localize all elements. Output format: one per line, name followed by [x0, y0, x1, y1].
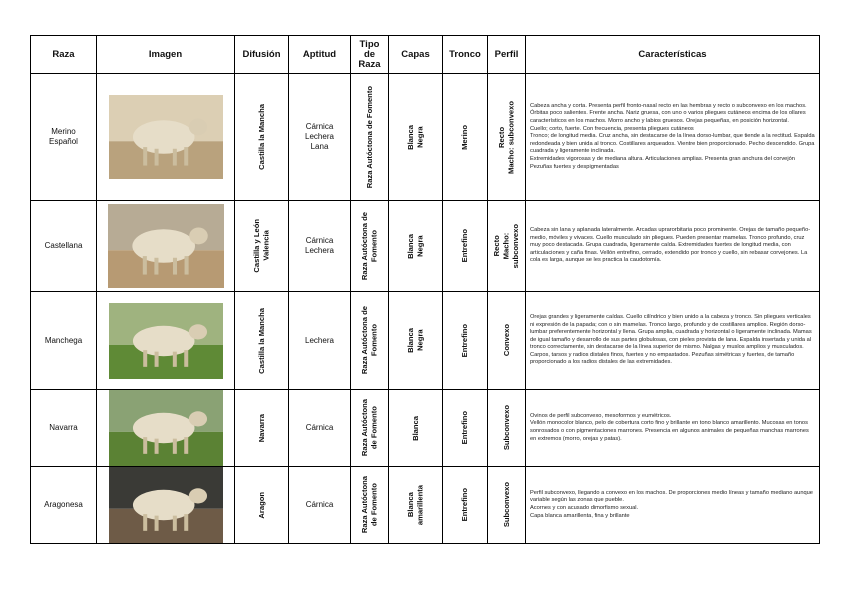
table-row — [31, 201, 820, 292]
capas-line: Blanca — [410, 415, 420, 441]
table-row — [31, 292, 820, 390]
difusion-cell — [235, 292, 289, 390]
header-raza: Raza — [31, 36, 97, 74]
breed-name-line: Manchega — [44, 335, 83, 345]
tipo-line: Fomento — [369, 324, 379, 357]
caracteristicas-cell — [526, 390, 820, 467]
aptitud-line: Cárnica — [305, 500, 334, 509]
difusion-line: Valencia — [261, 230, 271, 262]
caracteristica-paragraph: Cuello; corto, fuerte. Con frecuencia, presenta pliegues cutáneos — [530, 125, 694, 132]
tronco-cell — [443, 467, 488, 544]
table-row — [31, 467, 820, 544]
breed-photo — [97, 292, 235, 390]
perfil-cell — [488, 292, 526, 390]
aptitud-line: Cárnica — [305, 122, 334, 131]
sheep-photo — [108, 204, 224, 288]
breed-name-line: Aragonesa — [44, 500, 83, 509]
tronco-cell — [443, 390, 488, 467]
tipo-cell — [351, 467, 389, 544]
difusion-line: Navarra — [256, 413, 266, 443]
capas-line: Blanca — [406, 124, 415, 150]
tipo-line: Raza Autóctona — [360, 399, 369, 457]
tipo-cell — [351, 201, 389, 292]
caracteristicas-cell — [526, 292, 820, 390]
tronco-cell — [443, 292, 488, 390]
difusion-line: Aragon — [256, 491, 266, 519]
capas-cell — [389, 292, 443, 390]
tipo-cell — [351, 292, 389, 390]
tipo-line: de Fomento — [369, 406, 379, 450]
aptitud-cell — [289, 390, 351, 467]
caracteristica-paragraph: Cabeza ancha y corta. Presenta perfil fronto-nasal recto en las hembras y recto o subconvexo en los machos. Órbitas poco salientes. Frente ancha. Nariz gruesa, con uno o varios pliegues cutáneos encima de los ollares característicos en los machos. Morro ancho y labios gruesos. Orejas pequeñas, en posición horizontal. — [530, 102, 807, 125]
header-imagen: Imagen — [97, 36, 235, 74]
breed-photo — [97, 201, 235, 292]
caracteristica-paragraph: Ovinos de perfil subconvexo, mesoformos y eumétricos. — [530, 412, 672, 419]
header-row — [31, 36, 820, 74]
aptitud-line: Cárnica — [305, 423, 334, 432]
perfil-line: Macho: — [501, 232, 511, 260]
tronco-line: Entrefino — [460, 323, 470, 358]
tipo-line: Raza Autóctona de — [360, 211, 369, 281]
perfil-line: subconvexo — [511, 223, 521, 269]
capas-line: Negra — [415, 126, 425, 148]
breed-name-line: Castellana — [44, 241, 83, 250]
perfil-cell — [488, 467, 526, 544]
perfil-line: Macho: subconvexo — [506, 100, 516, 174]
header-tipo: Tipo de Raza — [351, 36, 389, 74]
caracteristica-paragraph: Capa blanca amarillenta, fina y brillante — [530, 512, 630, 519]
caracteristica-paragraph: Vellón monocolor blanco, pelo de cobertura corto fino y brillante en tono blanco amarillento. Mucosas en tonos sonrosados o con pigmentaciones marrones. Presencia en algunos animales de pequeñas manchas marrones en extremos (morro, orejas y patas). — [530, 420, 809, 442]
breed-photo — [97, 74, 235, 201]
caracteristicas-cell — [526, 74, 820, 201]
capas-cell — [389, 467, 443, 544]
breed-name — [31, 467, 97, 544]
tipo-line: Raza Autóctona — [360, 476, 369, 534]
tronco-line: Entrefino — [460, 411, 470, 445]
header-difusion: Difusión — [235, 36, 289, 74]
difusion-cell — [235, 467, 289, 544]
breed-name-line: Español — [49, 137, 78, 146]
tronco-cell — [443, 201, 488, 292]
breed-name — [31, 292, 97, 390]
perfil-cell — [488, 390, 526, 467]
tipo-line: de Fomento — [369, 483, 379, 527]
aptitud-cell — [289, 74, 351, 201]
perfil-line: Recto — [492, 235, 502, 257]
tronco-cell — [443, 74, 488, 201]
breed-photo — [97, 467, 235, 544]
perfil-line: Convexo — [501, 324, 511, 357]
caracteristica-paragraph: Orejas grandes y ligeramente caídas. Cuello cilíndrico y bien unido a la cabeza y tronco. Sin pliegues verticales ni expresión de la papada; con o sin mamelas. Tronco largo, profundo y de costillares amplios. Región dorso-lumbar preferentemente horizontal y llena. Grupa amplia, cuadrada y horizontal o ligeramente inclinada. Mamas de igual tamaño y desarrollo de sus partes globulosas, con pieles provista de lana. Espalda insertada y unida al tronco correctamente, sin destacarse de la línea superior de mismo. Nalgas y muslos amplios y musculados. Carpos, tarsos y radios distales finos, fuertes y no empastados. Pezuñas simétricas y fuertes, de tamaño proporcionado a los radios distales de las extremidades. — [530, 313, 812, 366]
breeds-table — [30, 35, 820, 544]
perfil-line: Subconvexo — [501, 405, 511, 451]
sheep-photo — [109, 303, 223, 379]
capas-line: Blanca — [406, 492, 415, 518]
difusion-line: Castilla la Mancha — [256, 104, 266, 170]
caracteristica-paragraph: Tronco; de longitud media. Cruz ancha, sin destacarse de la línea dorso-lumbar, que tiende a la rectitud. Espalda redondeada y bien unida al tronco. Costillares arqueados. Vientre bien proporcionado. Pecho descendido. Grupa cuadrada y ligeramente inclinada. — [530, 133, 815, 155]
capas-line: amarillenta — [415, 484, 425, 526]
sheep-photo — [109, 467, 223, 543]
capas-cell — [389, 74, 443, 201]
table-row — [31, 390, 820, 467]
breed-name — [31, 390, 97, 467]
caracteristica-paragraph: Cabeza sin lana y aplanada lateralmente. Arcadas uprarorbitaria poco prominente. Orejas de tamaño pequeño-medio, móviles y vivaces. Cuello musculado sin pliegues. Pueden presentar mamelas. Tronco profundo, cruz muy poco destacada. Grupa cuadrada, ligeramente caída. Extremidades fuertes de longitud media, con articulaciones y caña finas. Vellón entrefino, cerrado, extendido por tronco y cuello, sin rebasar corvejones. La cola es larga, aunque se les practica la caudotomía. — [530, 227, 811, 264]
header-perfil: Perfil — [488, 36, 526, 74]
difusion-cell — [235, 390, 289, 467]
caracteristica-paragraph: Perfil subconvexo, llegando a convexo en los machos. De proporciones medio líneas y tamaño mediano aunque variable según las zonas que pueble. — [530, 489, 813, 504]
aptitud-cell — [289, 292, 351, 390]
aptitud-line: Lechera — [305, 335, 334, 345]
aptitud-cell — [289, 201, 351, 292]
difusion-line: Castilla y León — [252, 219, 261, 273]
tipo-cell — [351, 390, 389, 467]
breed-photo — [97, 390, 235, 467]
header-capas: Capas — [389, 36, 443, 74]
aptitud-cell — [289, 467, 351, 544]
capas-line: Negra — [415, 329, 425, 352]
caracteristica-paragraph: Pezuñas fuertes y despigmentadas — [530, 163, 619, 170]
aptitud-line: Lechera — [305, 132, 334, 141]
tipo-cell — [351, 74, 389, 201]
aptitud-line: Lana — [310, 142, 329, 151]
breed-name — [31, 201, 97, 292]
tipo-line: Raza Autóctona de Fomento — [364, 85, 374, 189]
perfil-cell — [488, 201, 526, 292]
caracteristica-paragraph: Acornes y con acusado dimorfismo sexual. — [530, 505, 639, 511]
breed-name-line: Merino — [51, 127, 76, 136]
capas-line: Blanca — [406, 233, 415, 259]
perfil-cell — [488, 74, 526, 201]
table-row — [31, 74, 820, 201]
caracteristicas-cell — [526, 467, 820, 544]
header-caracteristicas: Características — [526, 36, 820, 74]
capas-cell — [389, 390, 443, 467]
perfil-line: Recto — [497, 126, 506, 148]
breed-name — [31, 74, 97, 201]
tronco-line: Entrefino — [460, 488, 470, 522]
tronco-line: Merino — [460, 124, 470, 150]
aptitud-line: Lechera — [305, 246, 334, 255]
tipo-line: Raza Autóctona de — [360, 306, 369, 375]
header-tronco: Tronco — [443, 36, 488, 74]
capas-cell — [389, 201, 443, 292]
tipo-line: Fomento — [369, 229, 379, 263]
perfil-line: Subconvexo — [501, 482, 511, 528]
difusion-line: Castilla la Mancha — [256, 307, 266, 374]
tronco-line: Entrefino — [460, 229, 470, 263]
difusion-cell — [235, 74, 289, 201]
breed-name-line: Navarra — [49, 423, 78, 432]
sheep-photo — [109, 390, 223, 466]
caracteristicas-cell — [526, 201, 820, 292]
caracteristica-paragraph: Extremidades vigorosas y de mediana altura. Articulaciones amplias. Presenta gran anchura del corvejón — [530, 155, 795, 162]
header-aptitud: Aptitud — [289, 36, 351, 74]
capas-line: Blanca — [406, 328, 415, 353]
capas-line: Negra — [415, 235, 425, 257]
difusion-cell — [235, 201, 289, 292]
sheep-photo — [109, 95, 223, 179]
aptitud-line: Cárnica — [305, 236, 334, 245]
